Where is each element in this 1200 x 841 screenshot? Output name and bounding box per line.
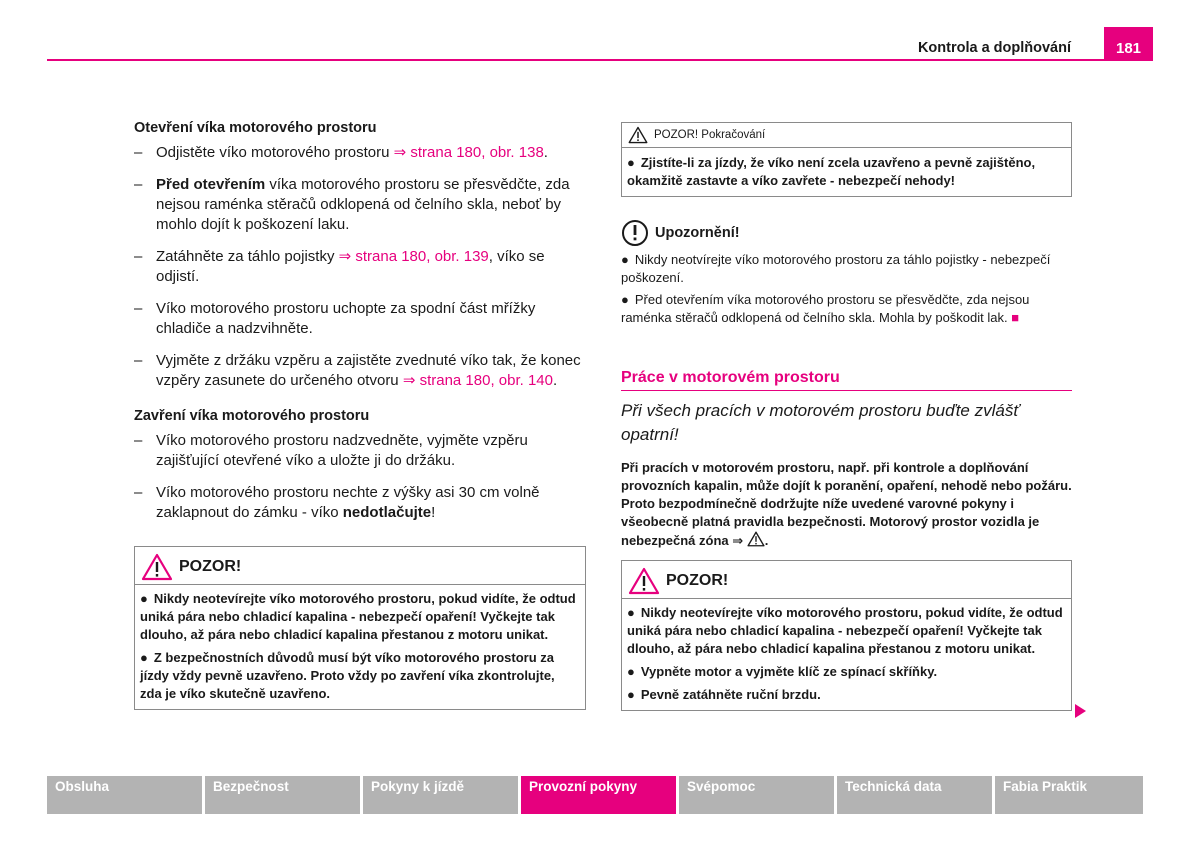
- close-hood-heading: Zavření víka motorového prostoru: [134, 408, 370, 424]
- continued-warning-header: [622, 123, 1071, 148]
- nav-tab-technicka-data[interactable]: Technická data: [837, 776, 992, 814]
- nav-tab-provozni-pokyny[interactable]: Provozní pokyny: [521, 776, 676, 814]
- continued-warning-box: [621, 122, 1072, 197]
- warning-header: [135, 547, 585, 585]
- notice-header: [621, 219, 1072, 247]
- warning-body: [135, 585, 585, 709]
- page-reference-link[interactable]: ⇒ strana 180, obr. 140: [402, 372, 553, 389]
- nav-tab-pokyny-k-jizde[interactable]: Pokyny k jízdě: [363, 776, 518, 814]
- warning-box: [134, 546, 586, 710]
- header-divider: [47, 59, 1153, 61]
- step-item: – Víko motorového prostoru nechte z výšky asi 30 cm volně zaklapnout do zámku - víko nedotlačujte!: [134, 484, 540, 521]
- warning-item: ● Nikdy neotevírejte víko motorového prostoru, pokud vidíte, že odtud uniká pára nebo chladicí kapalina - nebezpečí opaření! Vyčkejte tak dlouho, až pára nebo chladicí kapalina přestanou z motoru unikat.: [140, 591, 576, 642]
- section-body: Při pracích v motorovém prostoru, např. při kontrole a doplňování provozních kapalin, může dojít k poranění, opaření, nehodě nebo požáru. Proto bezpodmínečně dodržujte níže uvedené varovné pokyny i všeobecně platná pravidla bezpečnosti. Motorový prostor vozidla je nebezpečná zóna ⇒ .: [621, 460, 1072, 548]
- warning-item: ● Pevně zatáhněte ruční brzdu.: [627, 687, 821, 702]
- step-item: – Před otevřením víka motorového prostoru se přesvědčte, zda nejsou raménka stěračů odklopená od čelního skla, neboť by mohlo dojít k poškození laku.: [134, 176, 570, 233]
- warning-triangle-icon: [141, 553, 173, 581]
- nav-tab-fabia-praktik[interactable]: Fabia Praktik: [995, 776, 1143, 814]
- warning-item: ● Zjistíte-li za jízdy, že víko není zcela uzavřeno a pevně zajištěno, okamžitě zastavte a víko zavřete - nebezpečí nehody!: [627, 155, 1036, 188]
- step-item: – Víko motorového prostoru uchopte za spodní část mřížky chladiče a nadzvihněte.: [134, 300, 536, 337]
- warning-title: POZOR!: [666, 572, 729, 589]
- right-column: [621, 122, 1072, 711]
- page-reference-link[interactable]: ⇒ strana 180, obr. 138: [393, 144, 544, 161]
- warning-body: [622, 599, 1071, 710]
- warning-triangle-icon[interactable]: [747, 531, 765, 547]
- nav-tab-bezpecnost[interactable]: Bezpečnost: [205, 776, 360, 814]
- open-hood-heading: Otevření víka motorového prostoru: [134, 120, 377, 136]
- page-number: 181: [1104, 27, 1153, 61]
- step-item: – Víko motorového prostoru nadzvedněte, vyjměte vzpěru zajišťující otevřené víko a uložte ji do držáku.: [134, 432, 528, 469]
- notice-item: ● Před otevřením víka motorového prostoru se přesvědčte, zda nejsou raménka stěračů odklopená od čelního skla. Mohla by poškodit lak. ■: [621, 292, 1030, 325]
- step-item: – Zatáhněte za táhlo pojistky ⇒ strana 180, obr. 139, víko se odjistí.: [134, 248, 545, 285]
- notice-item: ● Nikdy neotvírejte víko motorového prostoru za táhlo pojistky - nebezpečí poškození.: [621, 252, 1051, 285]
- page-reference-link[interactable]: ⇒ strana 180, obr. 139: [338, 248, 489, 265]
- section-title: Práce v motorovém prostoru: [621, 369, 1072, 391]
- nav-tab-svepomoc[interactable]: Svépomoc: [679, 776, 834, 814]
- section-intro: Při všech pracích v motorovém prostoru buďte zvlášť opatrní!: [621, 401, 1020, 444]
- step-item: – Vyjměte z držáku vzpěru a zajistěte zvednuté víko tak, že konec vzpěry zasunete do určeného otvoru ⇒ strana 180, obr. 140.: [134, 352, 581, 389]
- continued-warning-body: [622, 148, 1071, 196]
- next-page-arrow-icon[interactable]: [1075, 704, 1086, 718]
- continued-warning-title: POZOR! Pokračování: [654, 129, 766, 141]
- end-square-icon: ■: [1011, 310, 1020, 325]
- left-column: [134, 118, 586, 710]
- warning-item: ● Z bezpečnostních důvodů musí být víko motorového prostoru za jízdy vždy pevně uzavřeno. Proto vždy po zavření víka zkontrolujte, zda je víko skutečně uzavřeno.: [140, 650, 555, 701]
- notice-title: Upozornění!: [655, 225, 740, 241]
- warning-triangle-icon: [628, 126, 648, 144]
- warning-box: [621, 560, 1072, 711]
- warning-item: ● Nikdy neotevírejte víko motorového prostoru, pokud vidíte, že odtud uniká pára nebo chladicí kapalina - nebezpečí opaření! Vyčkejte tak dlouho, až pára nebo chladicí kapalina přestanou z motoru unikat.: [627, 605, 1063, 656]
- chapter-navigation: [47, 776, 1143, 814]
- warning-header: [622, 561, 1071, 599]
- warning-title: POZOR!: [179, 558, 242, 575]
- warning-triangle-icon: [628, 567, 660, 595]
- step-item: – Odjistěte víko motorového prostoru ⇒ strana 180, obr. 138.: [134, 144, 548, 161]
- warning-item: ● Vypněte motor a vyjměte klíč ze spínací skříňky.: [627, 664, 938, 679]
- exclamation-circle-icon: [621, 219, 649, 247]
- nav-tab-obsluha[interactable]: Obsluha: [47, 776, 202, 814]
- chapter-title: Kontrola a doplňování: [917, 40, 1071, 56]
